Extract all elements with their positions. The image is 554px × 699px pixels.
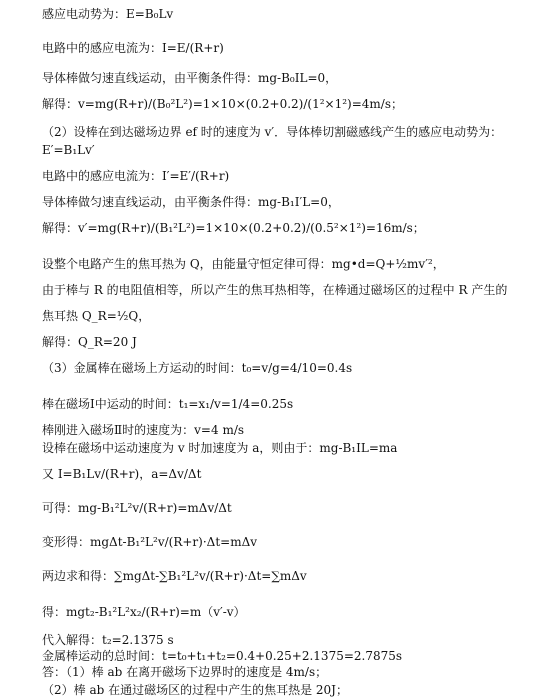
text-line: 焦耳热 Q_R=½Q， [42, 309, 151, 323]
text-line: 可得：mg-B₁²L²v/(R+r)=mΔv/Δt [42, 501, 232, 515]
text-line: 棒在磁场Ⅰ中运动的时间：t₁=x₁/v=1/4=0.25s [42, 397, 294, 411]
text-line: 感应电动势为：E=B₀Lv [42, 7, 174, 21]
text-line: 代入解得：t₂=2.1375 s [42, 633, 174, 647]
text-line: 得：mgt₂-B₁²L²x₂/(R+r)=m（v′-v） [42, 605, 246, 619]
text-line: E′=B₁Lv′ [42, 143, 95, 157]
text-line: 解得：Q_R=20 J [42, 335, 137, 349]
text-line: 两边求和得：∑mgΔt-∑B₁²L²v/(R+r)·Δt=∑mΔv [42, 569, 307, 583]
text-line: 由于棒与 R 的电阻值相等，所以产生的焦耳热相等，在棒通过磁场区的过程中 R 产生的 [42, 283, 508, 297]
text-line: 解得：v′=mg(R+r)/(B₁²L²)=1×10×(0.2+0.2)/(0.5²×1²)=16m/s； [42, 221, 425, 235]
text-line: 导体棒做匀速直线运动，由平衡条件得：mg-B₀IL=0， [42, 71, 338, 85]
text-line: 变形得：mgΔt-B₁²L²v/(R+r)·Δt=mΔv [42, 535, 258, 549]
text-line: 又 I=B₁Lv/(R+r)，a=Δv/Δt [42, 467, 202, 481]
text-line: （2）棒 ab 在通过磁场区的过程中产生的焦耳热是 20J； [42, 683, 348, 697]
text-line: 电路中的感应电流为：I′=E′/(R+r) [42, 169, 230, 183]
text-line: （2）设棒在到达磁场边界 ef 时的速度为 v′．导体棒切割磁感线产生的感应电动势为： [42, 125, 503, 139]
text-line: 设棒在磁场中运动速度为 v 时加速度为 a，则由于：mg-B₁IL=ma [42, 441, 398, 455]
text-line: 导体棒做匀速直线运动，由平衡条件得：mg-B₁I′L=0， [42, 195, 340, 209]
text-line: 答：（1）棒 ab 在离开磁场下边界时的速度是 4m/s； [42, 665, 328, 679]
text-line: 解得：v=mg(R+r)/(B₀²L²)=1×10×(0.2+0.2)/(1²×1²)=4m/s； [42, 97, 403, 111]
text-line: 设整个电路产生的焦耳热为 Q，由能量守恒定律可得：mg•d=Q+½mv′²， [42, 257, 445, 271]
text-line: （3）金属棒在磁场上方运动的时间：t₀=v/g=4/10=0.4s [42, 361, 353, 375]
text-line: 棒刚进入磁场Ⅱ时的速度为：v=4 m/s [42, 423, 245, 437]
text-line: 电路中的感应电流为：I=E/(R+r) [42, 41, 224, 55]
text-line: 金属棒运动的总时间：t=t₀+t₁+t₂=0.4+0.25+2.1375=2.7875s [42, 649, 403, 663]
